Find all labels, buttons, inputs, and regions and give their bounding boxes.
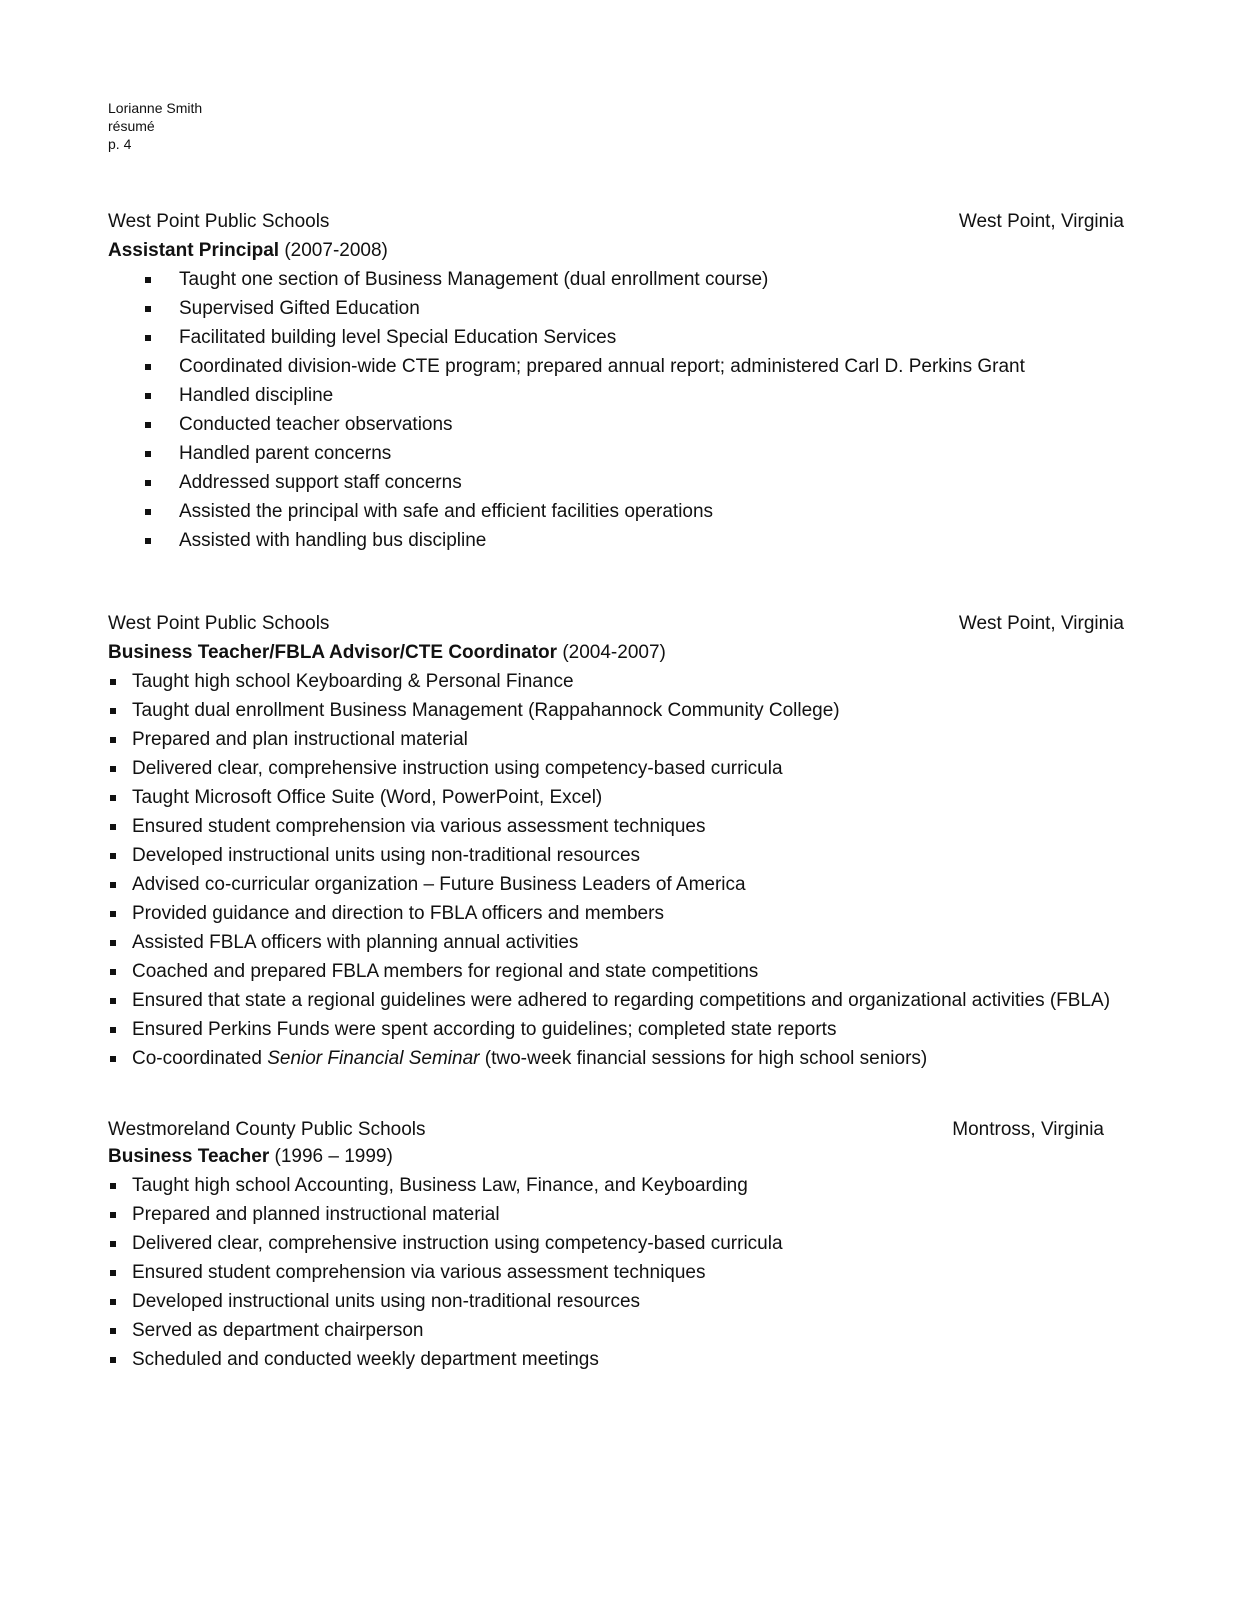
duties-list bbox=[108, 1171, 1104, 1374]
list-item: Taught high school Keyboarding & Personal Finance bbox=[108, 667, 1124, 696]
bullet-icon bbox=[110, 998, 116, 1004]
list-item: Delivered clear, comprehensive instruction using competency-based curricula bbox=[108, 754, 1124, 783]
list-item bbox=[108, 1044, 1124, 1073]
bullet-icon bbox=[145, 422, 151, 428]
job-header bbox=[108, 1116, 1104, 1143]
list-item: Delivered clear, comprehensive instruction using competency-based curricula bbox=[108, 1229, 1104, 1258]
list-item: Taught Microsoft Office Suite (Word, PowerPoint, Excel) bbox=[108, 783, 1124, 812]
job-header bbox=[108, 610, 1124, 638]
bullet-icon bbox=[110, 940, 116, 946]
bullet-icon bbox=[145, 277, 151, 283]
list-item: Prepared and planned instructional material bbox=[108, 1200, 1104, 1229]
list-item: Conducted teacher observations bbox=[108, 410, 1124, 439]
list-item: Coordinated division-wide CTE program; prepared annual report; administered Carl D. Perkins Grant bbox=[108, 352, 1124, 381]
bullet-icon bbox=[110, 1241, 116, 1247]
bullet-icon bbox=[145, 509, 151, 515]
bullet-icon bbox=[110, 795, 116, 801]
job-dates: (2007-2008) bbox=[284, 240, 388, 261]
bullet-icon bbox=[110, 882, 116, 888]
job-role bbox=[108, 236, 1124, 265]
bullet-icon bbox=[110, 853, 116, 859]
job-title: Assistant Principal bbox=[108, 240, 280, 261]
job-role bbox=[108, 1143, 1104, 1171]
list-item: Served as department chairperson bbox=[108, 1316, 1104, 1345]
bullet-icon bbox=[110, 766, 116, 772]
bullet-icon bbox=[145, 364, 151, 370]
list-item: Taught high school Accounting, Business Law, Finance, and Keyboarding bbox=[108, 1171, 1104, 1200]
job-location: Montross, Virginia bbox=[952, 1119, 1104, 1140]
bullet-icon bbox=[145, 393, 151, 399]
job-title: Business Teacher bbox=[108, 1146, 270, 1167]
job-entry-business-teacher-westmoreland bbox=[108, 1116, 1104, 1374]
list-item: Coached and prepared FBLA members for regional and state competitions bbox=[108, 957, 1124, 986]
bullet-icon bbox=[145, 480, 151, 486]
list-item: Ensured student comprehension via various assessment techniques bbox=[108, 812, 1124, 841]
list-item: Facilitated building level Special Education Services bbox=[108, 323, 1124, 352]
bullet-icon bbox=[110, 1027, 116, 1033]
list-item: Scheduled and conducted weekly department meetings bbox=[108, 1345, 1104, 1374]
page-number: p. 4 bbox=[108, 136, 132, 152]
job-role bbox=[108, 638, 1124, 667]
job-dates: (1996 – 1999) bbox=[274, 1146, 393, 1167]
seminar-suffix: (two-week financial sessions for high school seniors) bbox=[479, 1048, 928, 1069]
bullet-icon bbox=[110, 737, 116, 743]
bullet-icon bbox=[145, 538, 151, 544]
bullet-icon bbox=[110, 911, 116, 917]
job-header bbox=[108, 208, 1124, 236]
list-item: Handled parent concerns bbox=[108, 439, 1124, 468]
duties-list bbox=[108, 265, 1124, 555]
list-item: Advised co-curricular organization – Future Business Leaders of America bbox=[108, 870, 1124, 899]
list-item: Assisted with handling bus discipline bbox=[108, 526, 1124, 555]
employer-name: West Point Public Schools bbox=[108, 613, 330, 634]
list-item: Handled discipline bbox=[108, 381, 1124, 410]
job-location: West Point, Virginia bbox=[958, 211, 1124, 232]
bullet-icon bbox=[145, 306, 151, 312]
bullet-icon bbox=[110, 1357, 116, 1363]
list-item: Prepared and plan instructional material bbox=[108, 725, 1124, 754]
list-item: Provided guidance and direction to FBLA officers and members bbox=[108, 899, 1124, 928]
list-item: Ensured student comprehension via various assessment techniques bbox=[108, 1258, 1104, 1287]
job-entry-assistant-principal bbox=[108, 208, 1124, 555]
job-dates: (2004-2007) bbox=[562, 642, 666, 663]
list-item: Assisted FBLA officers with planning annual activities bbox=[108, 928, 1124, 957]
page-header bbox=[108, 99, 202, 153]
list-item: Taught dual enrollment Business Management (Rappahannock Community College) bbox=[108, 696, 1124, 725]
bullet-icon bbox=[110, 679, 116, 685]
seminar-name: Senior Financial Seminar bbox=[267, 1048, 480, 1069]
list-item: Assisted the principal with safe and efficient facilities operations bbox=[108, 497, 1124, 526]
duties-list bbox=[108, 667, 1124, 1073]
bullet-icon bbox=[110, 1056, 116, 1062]
bullet-icon bbox=[110, 708, 116, 714]
list-item: Developed instructional units using non-traditional resources bbox=[108, 841, 1124, 870]
document-type: résumé bbox=[108, 118, 155, 134]
employer-name: West Point Public Schools bbox=[108, 211, 330, 232]
job-entry-business-teacher-fbla bbox=[108, 610, 1124, 1073]
employer-name: Westmoreland County Public Schools bbox=[108, 1119, 426, 1140]
job-title: Business Teacher/FBLA Advisor/CTE Coordinator bbox=[108, 642, 558, 663]
seminar-prefix: Co-coordinated bbox=[132, 1048, 268, 1069]
list-item: Developed instructional units using non-traditional resources bbox=[108, 1287, 1104, 1316]
bullet-icon bbox=[110, 1328, 116, 1334]
list-item: Taught one section of Business Management (dual enrollment course) bbox=[108, 265, 1124, 294]
bullet-icon bbox=[110, 824, 116, 830]
list-item: Ensured that state a regional guidelines were adhered to regarding competitions and organizational activities (FBLA) bbox=[108, 986, 1124, 1015]
bullet-icon bbox=[145, 335, 151, 341]
list-item: Addressed support staff concerns bbox=[108, 468, 1124, 497]
bullet-icon bbox=[110, 1299, 116, 1305]
job-location: West Point, Virginia bbox=[958, 613, 1124, 634]
bullet-icon bbox=[110, 1212, 116, 1218]
list-item: Supervised Gifted Education bbox=[108, 294, 1124, 323]
bullet-icon bbox=[145, 451, 151, 457]
list-item: Ensured Perkins Funds were spent according to guidelines; completed state reports bbox=[108, 1015, 1124, 1044]
author-name: Lorianne Smith bbox=[108, 100, 203, 116]
bullet-icon bbox=[110, 969, 116, 975]
bullet-icon bbox=[110, 1270, 116, 1276]
bullet-icon bbox=[110, 1183, 116, 1189]
